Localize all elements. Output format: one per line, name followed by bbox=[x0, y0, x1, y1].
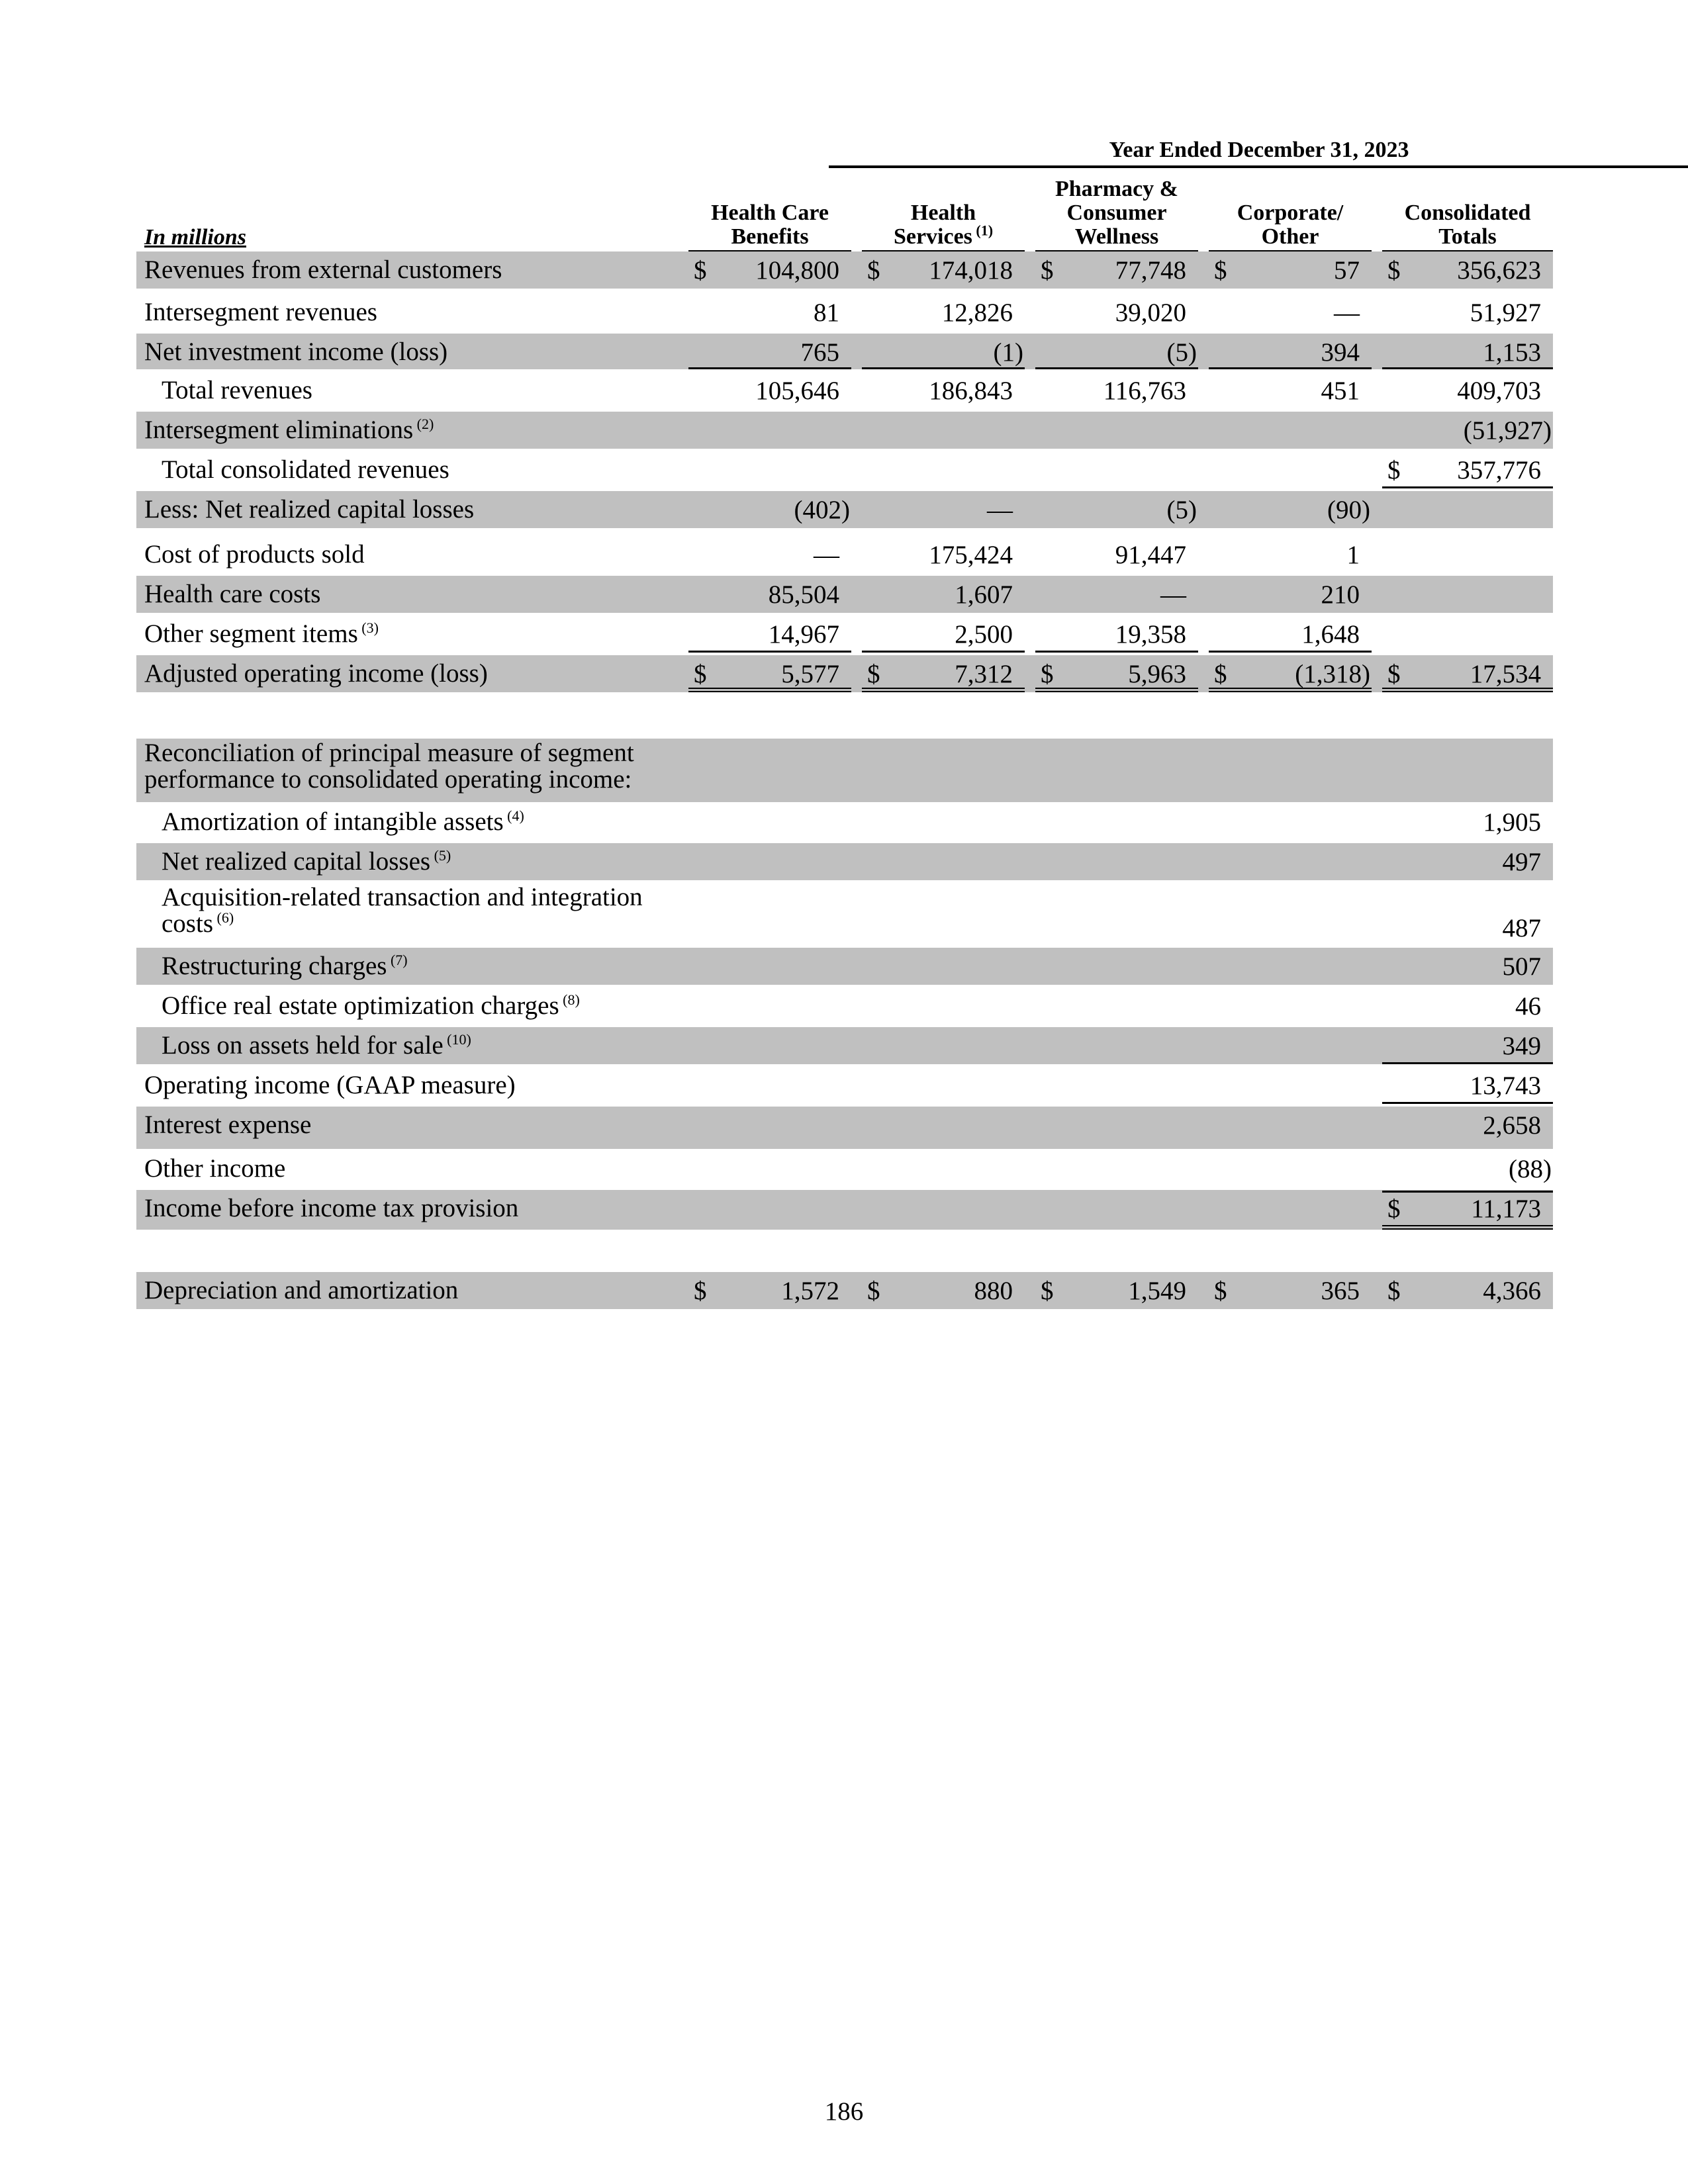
currency-symbol: $ bbox=[867, 660, 880, 688]
table-row bbox=[136, 655, 1553, 692]
cell-value: 765 bbox=[800, 338, 839, 367]
column-header-5 bbox=[1382, 201, 1553, 253]
footnote-marker: (4) bbox=[503, 807, 524, 824]
cell-value: 349 bbox=[1502, 1032, 1541, 1060]
total-double-rule bbox=[862, 688, 1025, 692]
row-label-text: Reconciliation of principal measure of segment performance to consolidated operating income: bbox=[144, 739, 634, 794]
row-label bbox=[162, 807, 524, 837]
page-number: 186 bbox=[824, 2097, 864, 2126]
currency-symbol: $ bbox=[867, 1277, 880, 1305]
column-header-text: Health Care Benefits bbox=[711, 201, 829, 249]
table-row bbox=[136, 412, 1553, 449]
column-header-text: Corporate/ Other bbox=[1237, 201, 1344, 249]
cell-value: 17,534 bbox=[1470, 660, 1541, 688]
cell-value: 2,658 bbox=[1483, 1111, 1541, 1140]
currency-symbol: $ bbox=[1214, 256, 1227, 285]
cell-value: 1,648 bbox=[1301, 620, 1360, 649]
row-label-text: Net realized capital losses bbox=[162, 847, 431, 876]
subtotal-rule bbox=[1035, 367, 1198, 369]
cell-value: 507 bbox=[1502, 952, 1541, 981]
cell-value: 51,927 bbox=[1470, 298, 1541, 327]
currency-symbol: $ bbox=[1041, 660, 1054, 688]
row-label-text: Net investment income (loss) bbox=[144, 338, 448, 366]
row-label bbox=[144, 255, 502, 285]
row-label-text: Amortization of intangible assets bbox=[162, 807, 504, 836]
subtotal-rule bbox=[1209, 367, 1372, 369]
cell-value: (402) bbox=[794, 496, 850, 524]
currency-symbol: $ bbox=[694, 1277, 707, 1305]
row-label-text: Other income bbox=[144, 1154, 286, 1183]
table-row bbox=[136, 948, 1553, 985]
period-header: Year Ended December 31, 2023 bbox=[829, 135, 1688, 168]
row-label bbox=[144, 1111, 311, 1140]
row-label-text: Income before income tax provision bbox=[144, 1194, 519, 1222]
table-row bbox=[136, 1027, 1553, 1064]
row-label bbox=[144, 659, 488, 688]
cell-value: 1,607 bbox=[955, 580, 1013, 609]
row-label-text: Interest expense bbox=[144, 1111, 312, 1139]
row-label-text: Revenues from external customers bbox=[144, 255, 502, 284]
cell-value: (51,927) bbox=[1463, 416, 1552, 445]
cell-value: 186,843 bbox=[929, 377, 1013, 405]
column-header-4 bbox=[1209, 201, 1372, 253]
cell-value: 1 bbox=[1346, 541, 1360, 569]
cell-value: 11,173 bbox=[1471, 1195, 1541, 1223]
cell-value: 5,963 bbox=[1128, 660, 1186, 688]
row-label-text: Restructuring charges bbox=[162, 952, 387, 980]
cell-value: — bbox=[1160, 580, 1186, 609]
currency-symbol: $ bbox=[1387, 660, 1401, 688]
cell-value: 104,800 bbox=[755, 256, 839, 285]
currency-symbol: $ bbox=[1214, 1277, 1227, 1305]
cell-value: (5) bbox=[1166, 338, 1197, 367]
cell-value: 19,358 bbox=[1115, 620, 1186, 649]
cell-value: 81 bbox=[814, 298, 839, 327]
cell-value: 77,748 bbox=[1115, 256, 1186, 285]
currency-symbol: $ bbox=[1387, 456, 1401, 484]
row-label-text: Total revenues bbox=[162, 376, 312, 404]
row-label bbox=[144, 1276, 458, 1305]
cell-value: 1,572 bbox=[781, 1277, 839, 1305]
subtotal-rule bbox=[862, 367, 1025, 369]
cell-value: (5) bbox=[1166, 496, 1197, 524]
row-label-text: Loss on assets held for sale bbox=[162, 1031, 444, 1060]
cell-value: 39,020 bbox=[1115, 298, 1186, 327]
table-row bbox=[136, 536, 1553, 573]
cell-value: 13,743 bbox=[1470, 1071, 1541, 1100]
column-header-3 bbox=[1035, 177, 1198, 253]
subtotal-rule bbox=[1382, 367, 1553, 369]
column-header-2 bbox=[862, 201, 1025, 253]
row-label bbox=[144, 298, 377, 327]
currency-symbol: $ bbox=[1387, 256, 1401, 285]
table-row bbox=[136, 491, 1553, 528]
cell-value: 12,826 bbox=[941, 298, 1013, 327]
table-row bbox=[136, 294, 1553, 330]
subtotal-rule bbox=[1382, 1191, 1553, 1193]
subtotal-rule bbox=[1382, 1102, 1553, 1104]
cell-value: 497 bbox=[1502, 848, 1541, 876]
table-row bbox=[136, 987, 1553, 1024]
subtotal-rule bbox=[688, 367, 851, 369]
cell-value: 357,776 bbox=[1457, 456, 1541, 484]
row-label bbox=[144, 619, 379, 649]
row-label bbox=[162, 884, 643, 937]
footnote-marker: (10) bbox=[443, 1031, 471, 1048]
row-label-text: Total consolidated revenues bbox=[162, 455, 449, 484]
table-row bbox=[136, 1272, 1553, 1309]
footnote-marker: (5) bbox=[430, 847, 451, 864]
row-label-text: Acquisition-related transaction and integration costs bbox=[162, 883, 643, 938]
cell-value: 91,447 bbox=[1115, 541, 1186, 569]
table-row bbox=[136, 883, 1553, 946]
cell-value: 487 bbox=[1502, 914, 1541, 942]
row-label-text: Depreciation and amortization bbox=[144, 1276, 459, 1304]
currency-symbol: $ bbox=[1387, 1195, 1401, 1223]
subtotal-rule bbox=[1209, 651, 1372, 653]
column-header-text: Consolidated Totals bbox=[1404, 201, 1531, 249]
footnote-marker: (1) bbox=[972, 222, 994, 239]
total-double-rule bbox=[1382, 688, 1553, 692]
column-header-text: Health Services bbox=[893, 201, 976, 249]
row-label bbox=[144, 1071, 516, 1100]
subtotal-rule bbox=[1382, 486, 1553, 488]
table-row bbox=[136, 372, 1553, 409]
cell-value: 174,018 bbox=[929, 256, 1013, 285]
row-label bbox=[162, 952, 408, 981]
row-label bbox=[144, 1154, 285, 1183]
column-header-text: Pharmacy & Consumer Wellness bbox=[1055, 177, 1178, 249]
cell-value: — bbox=[814, 541, 839, 569]
table-row bbox=[136, 576, 1553, 613]
row-label bbox=[144, 495, 474, 524]
footnote-marker: (8) bbox=[559, 991, 580, 1008]
total-double-rule bbox=[1382, 1225, 1553, 1230]
cell-value: (90) bbox=[1327, 496, 1370, 524]
subtotal-rule bbox=[1035, 651, 1198, 653]
row-label bbox=[162, 1031, 471, 1060]
cell-value: 451 bbox=[1321, 377, 1360, 405]
currency-symbol: $ bbox=[1041, 256, 1054, 285]
cell-value: 14,967 bbox=[768, 620, 839, 649]
cell-value: 46 bbox=[1515, 992, 1541, 1021]
row-label bbox=[162, 847, 451, 876]
row-label-text: Operating income (GAAP measure) bbox=[144, 1071, 516, 1099]
table-row bbox=[136, 334, 1553, 369]
row-label bbox=[144, 540, 365, 569]
units-label: In millions bbox=[144, 225, 247, 250]
footnote-marker: (2) bbox=[413, 416, 434, 432]
row-label-text: Intersegment eliminations bbox=[144, 416, 414, 444]
table-row bbox=[136, 739, 1553, 802]
currency-symbol: $ bbox=[1387, 1277, 1401, 1305]
cell-value: (1) bbox=[993, 338, 1023, 367]
total-double-rule bbox=[688, 688, 851, 692]
cell-value: 105,646 bbox=[755, 377, 839, 405]
currency-symbol: $ bbox=[867, 256, 880, 285]
cell-value: 880 bbox=[974, 1277, 1013, 1305]
row-label-text: Less: Net realized capital losses bbox=[144, 495, 475, 523]
row-label-text: Intersegment revenues bbox=[144, 298, 377, 326]
cell-value: 57 bbox=[1334, 256, 1360, 285]
cell-value: 356,623 bbox=[1457, 256, 1541, 285]
cell-value: 4,366 bbox=[1483, 1277, 1541, 1305]
footnote-marker: (6) bbox=[213, 909, 234, 926]
cell-value: 1,153 bbox=[1483, 338, 1541, 367]
row-label-text: Adjusted operating income (loss) bbox=[144, 659, 488, 688]
cell-value: 85,504 bbox=[768, 580, 839, 609]
row-label-text: Other segment items bbox=[144, 619, 358, 648]
total-double-rule bbox=[1209, 688, 1372, 692]
table-row bbox=[136, 615, 1553, 653]
table-row bbox=[136, 803, 1553, 841]
column-header-1 bbox=[688, 201, 851, 253]
cell-value: — bbox=[987, 496, 1013, 524]
row-label-text: Office real estate optimization charges bbox=[162, 991, 559, 1020]
cell-value: — bbox=[1334, 298, 1360, 327]
cell-value: 394 bbox=[1321, 338, 1360, 367]
currency-symbol: $ bbox=[694, 660, 707, 688]
cell-value: 116,763 bbox=[1103, 377, 1186, 405]
currency-symbol: $ bbox=[1214, 660, 1227, 688]
cell-value: (1,318) bbox=[1295, 660, 1370, 688]
currency-symbol: $ bbox=[694, 256, 707, 285]
subtotal-rule bbox=[1382, 1062, 1553, 1064]
table-row bbox=[136, 251, 1553, 289]
table-row bbox=[136, 1150, 1553, 1193]
row-label-text: Health care costs bbox=[144, 580, 321, 608]
column-headers bbox=[136, 173, 1553, 253]
table-row bbox=[136, 451, 1553, 488]
cell-value: 409,703 bbox=[1457, 377, 1541, 405]
currency-symbol: $ bbox=[1041, 1277, 1054, 1305]
row-label-text: Cost of products sold bbox=[144, 540, 365, 569]
table-row bbox=[136, 1190, 1553, 1230]
row-label bbox=[144, 580, 320, 609]
subtotal-rule bbox=[688, 651, 851, 653]
row-label bbox=[144, 416, 434, 445]
row-label bbox=[162, 455, 449, 484]
cell-value: 365 bbox=[1321, 1277, 1360, 1305]
cell-value: 5,577 bbox=[781, 660, 839, 688]
table-row bbox=[136, 843, 1553, 880]
subtotal-rule bbox=[862, 651, 1025, 653]
row-label bbox=[144, 338, 447, 367]
row-label bbox=[162, 991, 580, 1021]
cell-value: 1,905 bbox=[1483, 808, 1541, 837]
cell-value: (88) bbox=[1509, 1155, 1552, 1183]
table-row bbox=[136, 1067, 1553, 1104]
cell-value: 1,549 bbox=[1128, 1277, 1186, 1305]
row-label bbox=[162, 376, 312, 405]
cell-value: 175,424 bbox=[929, 541, 1013, 569]
total-double-rule bbox=[1035, 688, 1198, 692]
footnote-marker: (3) bbox=[357, 619, 379, 636]
cell-value: 7,312 bbox=[955, 660, 1013, 688]
footnote-marker: (7) bbox=[387, 952, 408, 968]
row-label bbox=[144, 1194, 518, 1223]
cell-value: 2,500 bbox=[955, 620, 1013, 649]
table-row bbox=[136, 1107, 1553, 1149]
row-label bbox=[144, 740, 634, 793]
cell-value: 210 bbox=[1321, 580, 1360, 609]
